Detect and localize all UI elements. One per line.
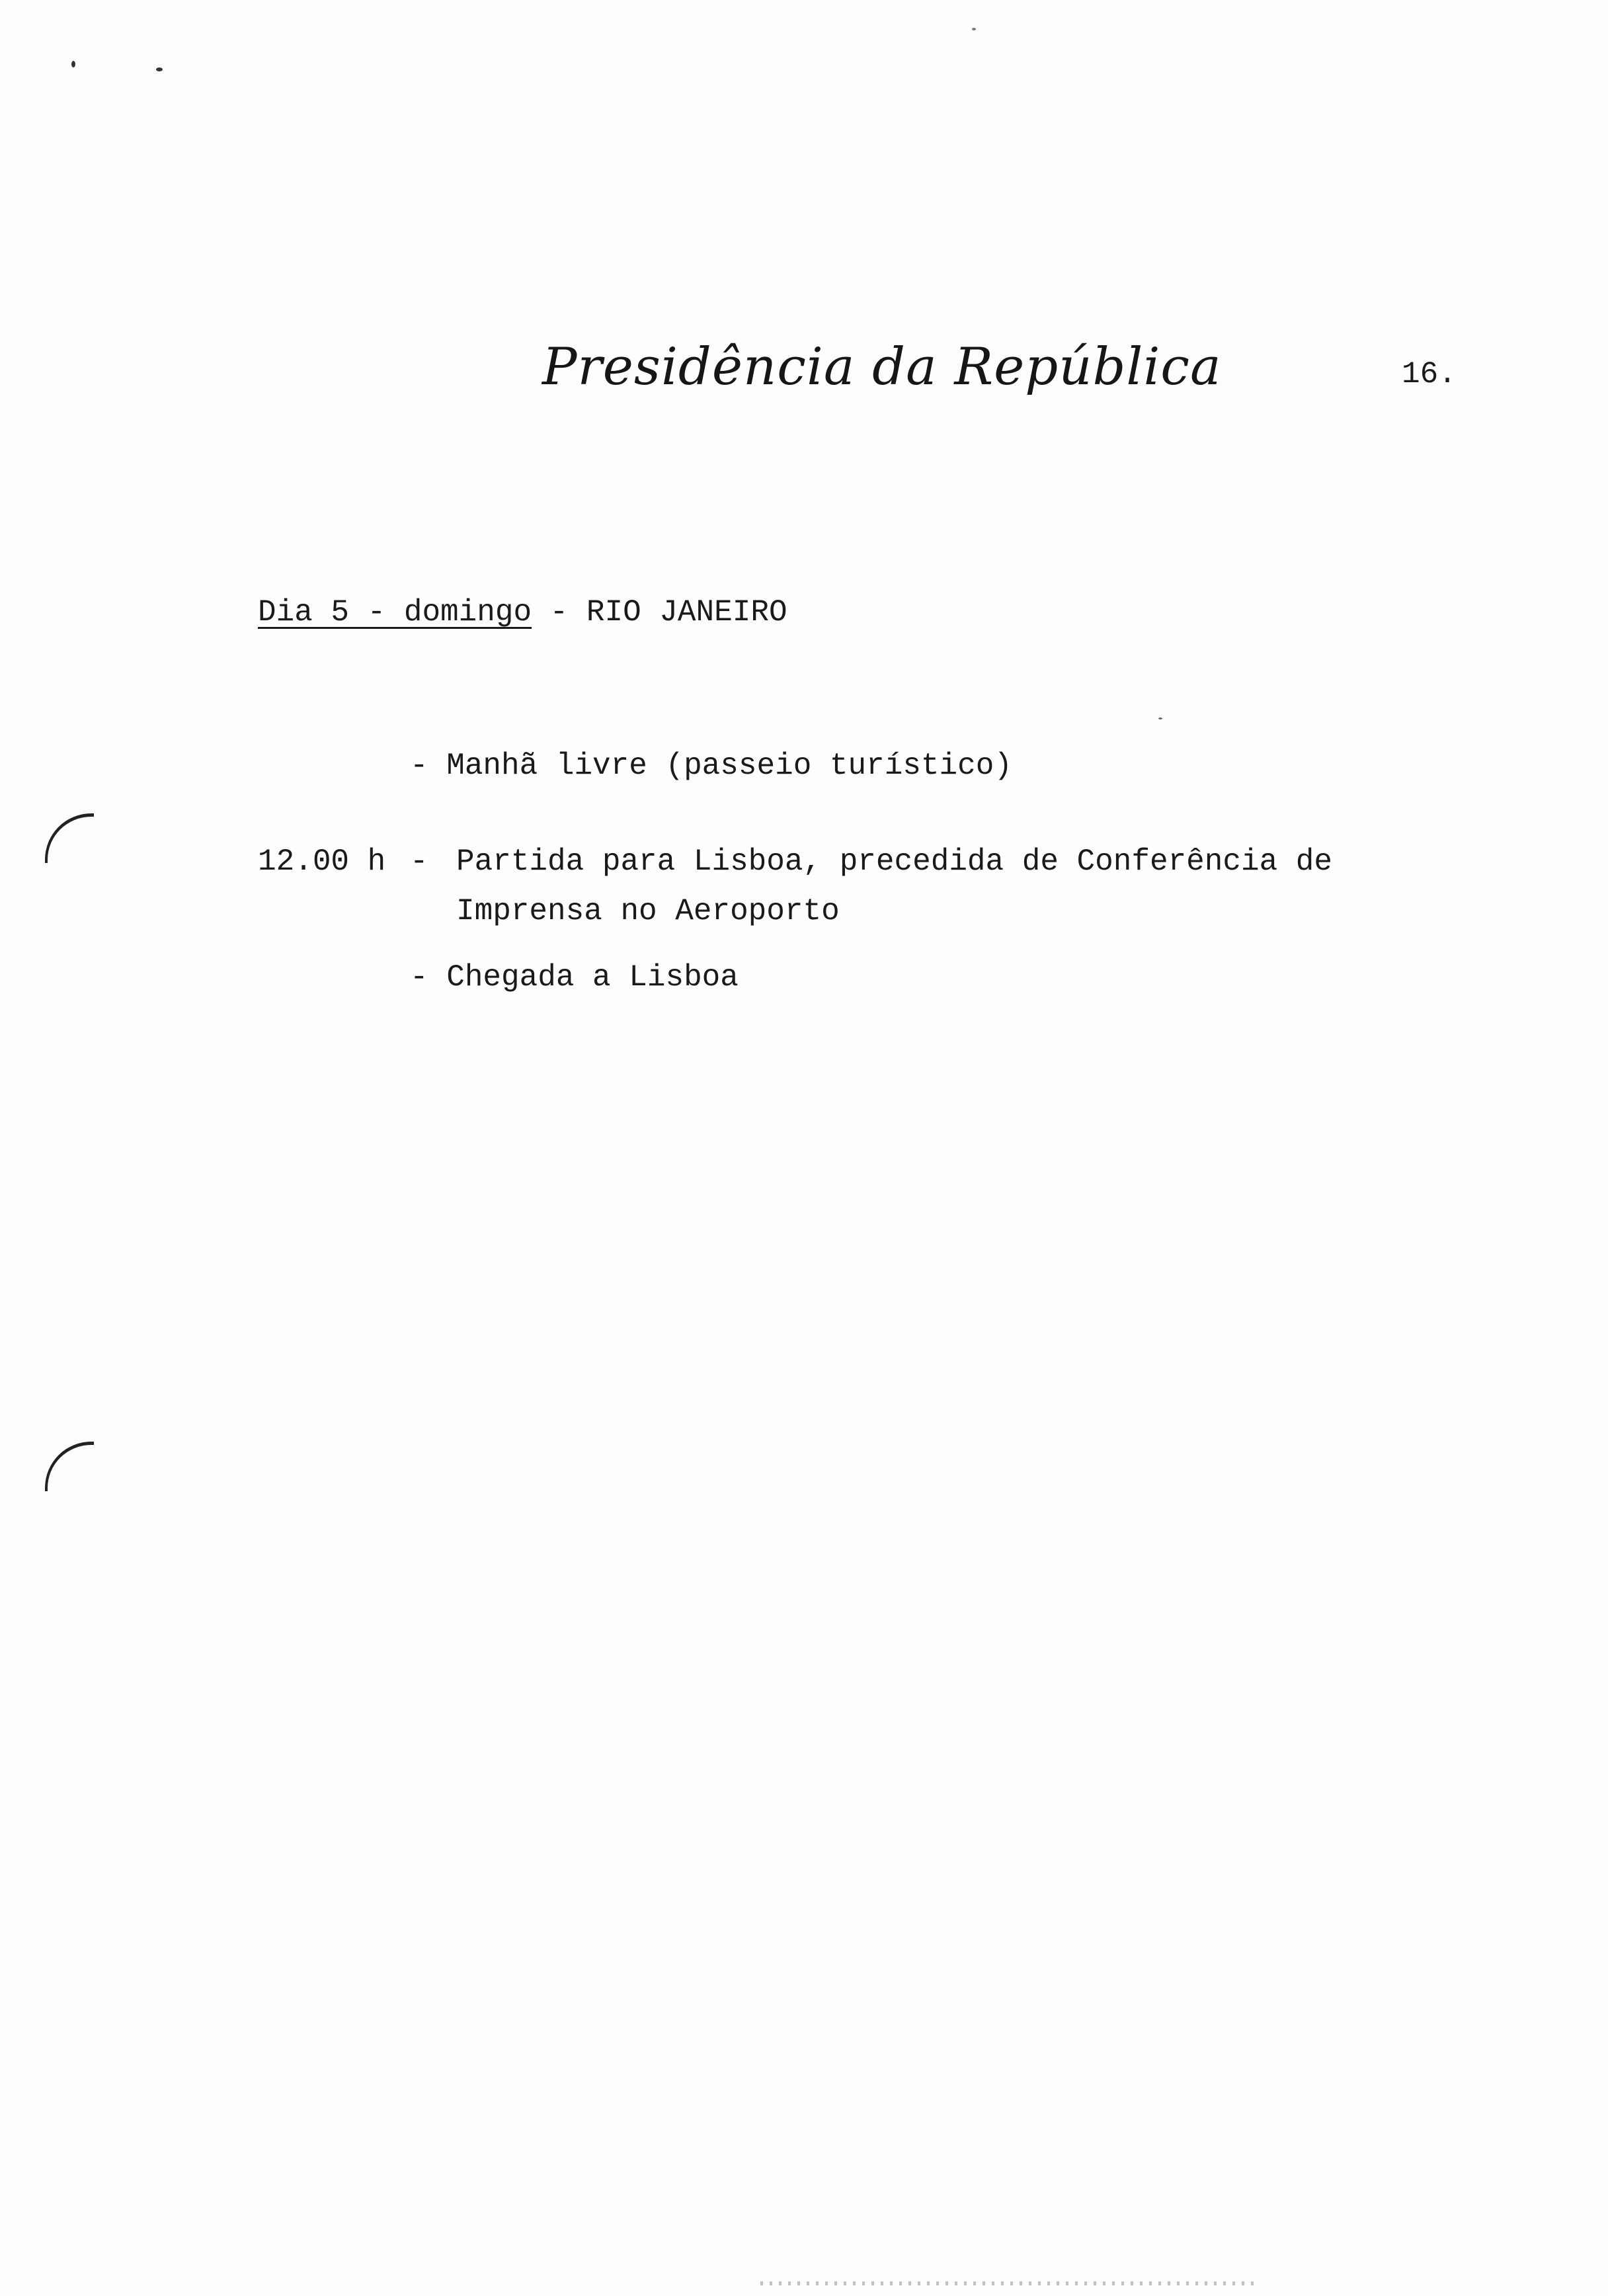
agenda-time: 12.00 h [258,844,386,879]
agenda-item-3 [410,962,739,993]
agenda-dash: - [410,960,428,995]
agenda-text: Manhã livre (passeio turístico) [446,749,1012,783]
scan-speck [156,67,163,71]
scan-speck [71,61,75,67]
agenda-dash: - [410,844,428,879]
agenda-dash: - [410,749,428,783]
scan-speck [972,28,976,30]
hole-punch-mark [45,813,94,863]
agenda-text: Chegada a Lisboa [446,960,739,995]
agenda-item-1 [410,751,1012,781]
scan-noise [760,2281,1256,2285]
page-number: 16. [1402,357,1457,391]
scan-speck [1158,718,1162,719]
agenda-text: Partida para Lisboa, precedida de Conferência de [456,844,1333,879]
day-heading [258,595,787,630]
agenda-text-continuation: Imprensa no Aeroporto [456,894,840,928]
day-label: Dia 5 - domingo [258,595,532,630]
hole-punch-mark [45,1442,94,1491]
day-city: RIO JANEIRO [586,595,787,630]
day-separator: - [532,595,586,630]
letterhead-title: Presidência da República [542,337,1222,397]
